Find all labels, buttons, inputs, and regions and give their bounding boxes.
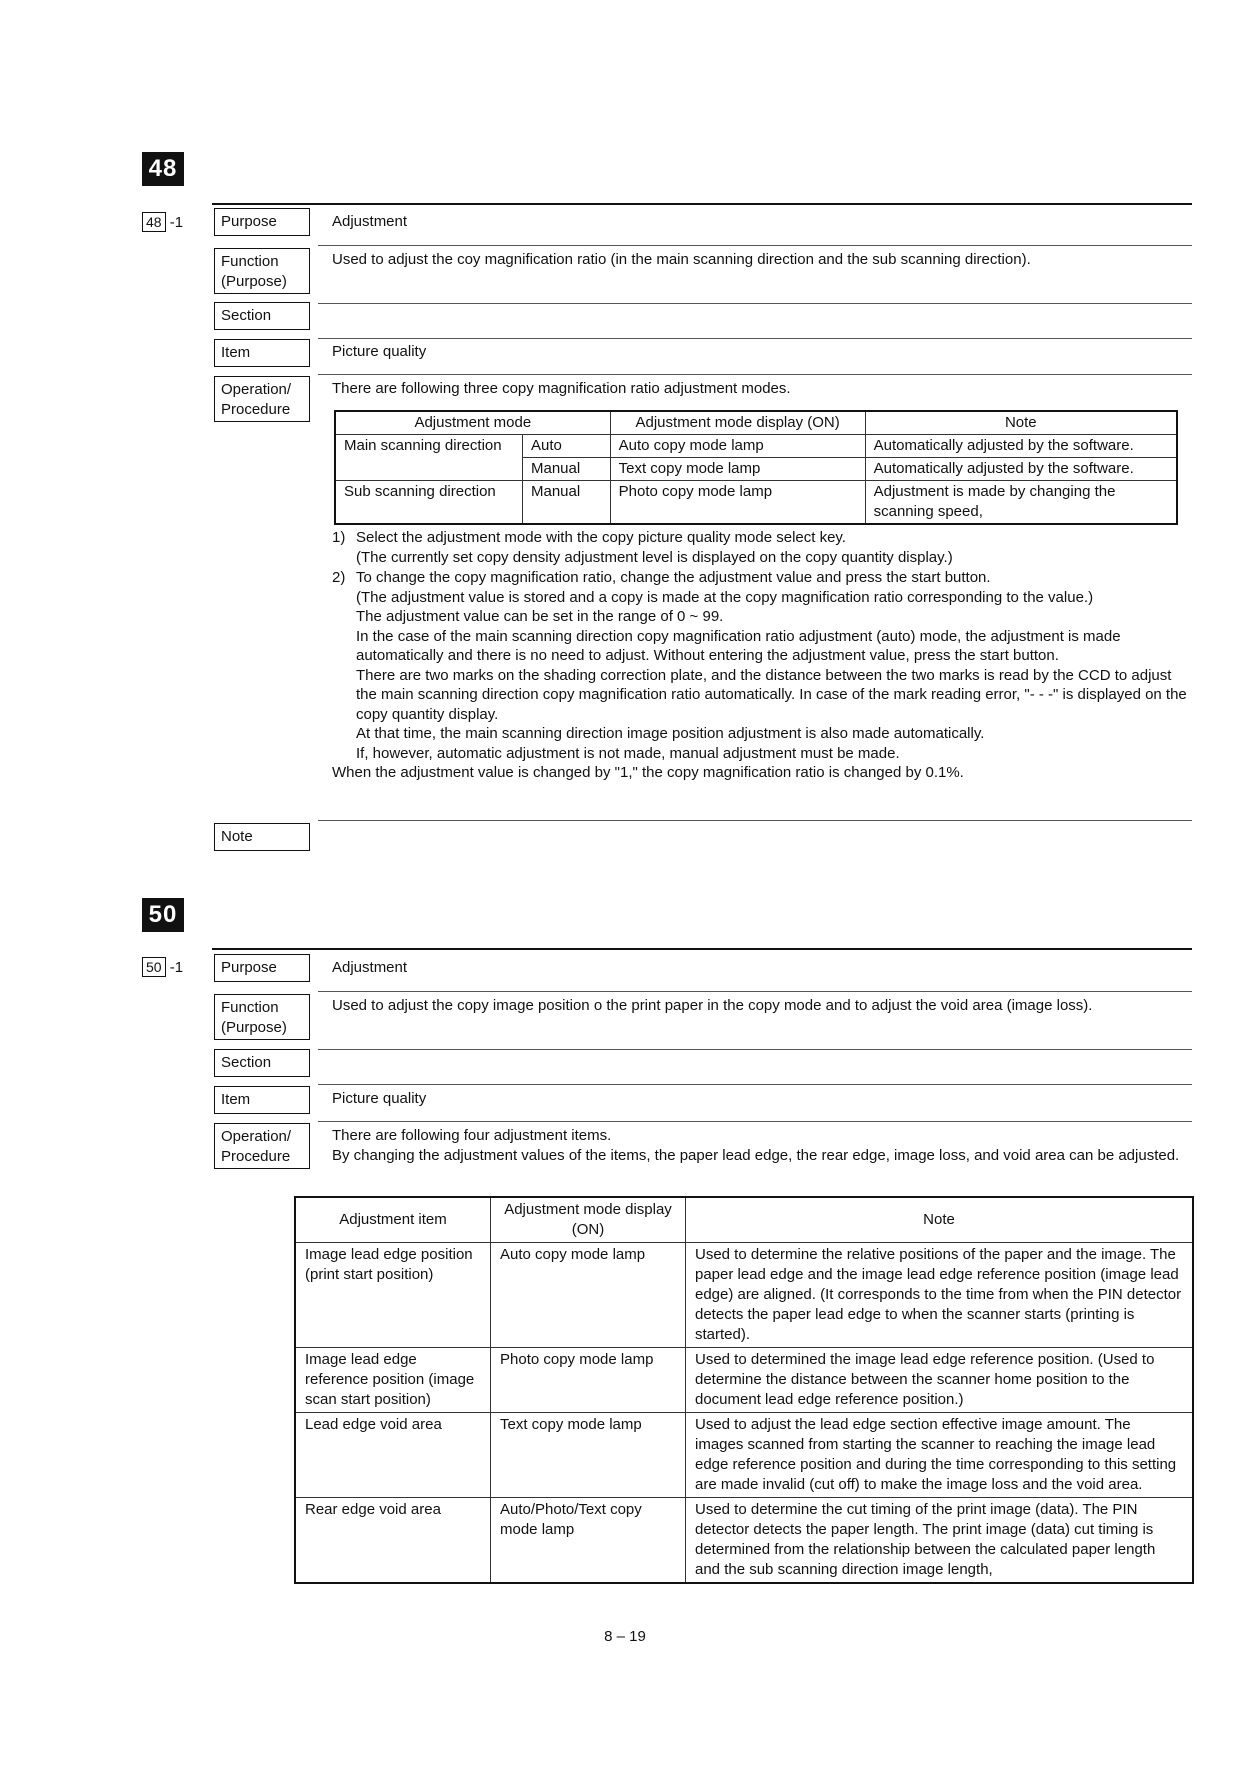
purpose-value: Adjustment — [332, 959, 408, 976]
step-2-note: (The adjustment value is stored and a copy is made at the copy magnification ratio corresponding to the value.) — [356, 588, 1094, 606]
table-row — [295, 1243, 1193, 1348]
rule — [318, 374, 1192, 375]
cell-mode: Manual — [523, 481, 611, 525]
cell-direction: Main scanning direction — [335, 435, 523, 458]
table-row — [335, 435, 1177, 458]
step-2 — [332, 568, 1192, 588]
item-value: Picture quality — [332, 343, 427, 360]
cell-note: Adjustment is made by changing the scanning speed, — [865, 481, 1177, 525]
step-text: Select the adjustment mode with the copy picture quality mode select key. — [356, 529, 846, 546]
table-header-row — [335, 411, 1177, 435]
operation-label-line1: Operation/ — [221, 1128, 292, 1145]
function-label-line2: (Purpose) — [221, 273, 287, 290]
section-50-number — [142, 957, 183, 977]
section-48-number — [142, 212, 183, 232]
step-2-note: At that time, the main scanning direction image position adjustment is also made automatically. — [356, 725, 985, 742]
cell-note: Automatically adjusted by the software. — [865, 435, 1177, 458]
table-header-row — [295, 1197, 1193, 1243]
operation-label-line2: Procedure — [221, 401, 291, 418]
cell-direction: Sub scanning direction — [335, 481, 523, 525]
cell-display: Photo copy mode lamp — [491, 1348, 686, 1413]
function-label-line1: Function — [221, 253, 279, 270]
magnification-mode-table — [334, 410, 1178, 525]
function-label — [214, 994, 310, 1040]
section-50-top-rule — [212, 948, 1192, 950]
cell-mode: Auto — [523, 435, 611, 458]
step-2-note: There are two marks on the shading correction plate, and the distance between the two marks is read by the CCD to adjust the main scanning direction copy magnification ratio automatically. In case of the mark reading error, "- - -" is displayed on the copy quantity display. — [356, 666, 1187, 723]
rule — [318, 338, 1192, 339]
cell-mode: Manual — [523, 458, 611, 481]
item-label: Item — [214, 339, 310, 367]
step-2-note: If, however, automatic adjustment is not made, manual adjustment must be made. — [356, 744, 900, 762]
table-row — [295, 1413, 1193, 1498]
operation-intro-line2: By changing the adjustment values of the items, the paper lead edge, the rear edge, image loss, and void area can be adjusted. — [332, 1147, 1180, 1164]
function-label-line1: Function — [221, 999, 279, 1016]
header-note: Note — [865, 411, 1177, 435]
cell-note: Used to determined the image lead edge reference position. (Used to determine the distance between the scanner home position to the document lead edge reference position.) — [686, 1348, 1194, 1413]
table-row — [295, 1498, 1193, 1584]
rule — [318, 820, 1192, 821]
function-label — [214, 248, 310, 294]
step-number: 1) — [332, 529, 346, 546]
rule — [318, 303, 1192, 304]
function-value: Used to adjust the copy image position o the print paper in the copy mode and to adjust the void area (image loss). — [332, 997, 1093, 1014]
table-row — [335, 481, 1177, 525]
page-number: 8 – 19 — [604, 1628, 646, 1645]
rule — [318, 1049, 1192, 1050]
step-1 — [332, 528, 1192, 548]
cell-display: Auto copy mode lamp — [610, 435, 865, 458]
item-label: Item — [214, 1086, 310, 1114]
function-value: Used to adjust the coy magnification ratio (in the main scanning direction and the sub scanning direction). — [332, 251, 1031, 268]
section-48-number-box: 48 — [142, 212, 166, 232]
procedure-steps — [332, 528, 1192, 783]
purpose-label: Purpose — [214, 954, 310, 982]
header-adjustment-mode: Adjustment mode — [335, 411, 610, 435]
image-position-table — [294, 1196, 1194, 1584]
step-number: 2) — [332, 569, 346, 586]
cell-display: Text copy mode lamp — [610, 458, 865, 481]
cell-item: Image lead edge reference position (image scan start position) — [295, 1348, 491, 1413]
operation-label — [214, 1123, 310, 1169]
section-50-number-suffix: -1 — [169, 959, 184, 976]
step-text: To change the copy magnification ratio, change the adjustment value and press the start button. — [356, 569, 991, 586]
section-48-top-rule — [212, 203, 1192, 205]
section-50-number-box: 50 — [142, 957, 166, 977]
closing-note: When the adjustment value is changed by "1," the copy magnification ratio is changed by 0.1%. — [332, 764, 964, 781]
operation-label-line1: Operation/ — [221, 381, 292, 398]
section-50-badge: 50 — [142, 898, 184, 932]
section-48-number-suffix: -1 — [169, 214, 184, 231]
step-1-note: (The currently set copy density adjustment level is displayed on the copy quantity display.) — [356, 548, 953, 566]
cell-note: Used to adjust the lead edge section effective image amount. The images scanned from starting the scanner to reaching the image lead edge reference position and during the time corresponding to this setting are made invalid (cut off) to make the image loss and the void area. — [686, 1413, 1194, 1498]
section-label: Section — [214, 1049, 310, 1077]
operation-intro: There are following three copy magnification ratio adjustment modes. — [332, 380, 791, 397]
table-row — [295, 1348, 1193, 1413]
rule — [318, 245, 1192, 246]
cell-note: Used to determine the relative positions of the paper and the image. The paper lead edge and the image lead edge reference position (image lead edge) are aligned. (It corresponds to the time from when the PIN detector detects the paper lead edge to when the scanner starts (printing is started). — [686, 1243, 1194, 1348]
cell-note: Used to determine the cut timing of the print image (data). The PIN detector detects the paper length. The print image (data) cut timing is determined from the relationship between the calculated paper length and the sub scanning direction image length, — [686, 1498, 1194, 1584]
section-48-badge: 48 — [142, 152, 184, 186]
note-label: Note — [214, 823, 310, 851]
cell-note: Automatically adjusted by the software. — [865, 458, 1177, 481]
rule — [318, 1121, 1192, 1122]
purpose-value: Adjustment — [332, 213, 408, 230]
cell-display: Photo copy mode lamp — [610, 481, 865, 525]
item-value: Picture quality — [332, 1090, 427, 1107]
rule — [318, 991, 1192, 992]
operation-label — [214, 376, 310, 422]
function-label-line2: (Purpose) — [221, 1019, 287, 1036]
cell-direction — [335, 458, 523, 481]
rule — [318, 1084, 1192, 1085]
section-label: Section — [214, 302, 310, 330]
header-adjustment-item: Adjustment item — [295, 1197, 491, 1243]
header-mode-display: Adjustment mode display (ON) — [610, 411, 865, 435]
operation-intro-line1: There are following four adjustment items. — [332, 1127, 612, 1144]
cell-display: Text copy mode lamp — [491, 1413, 686, 1498]
cell-item: Lead edge void area — [295, 1413, 491, 1498]
operation-intro — [332, 1126, 1192, 1166]
step-2-note: In the case of the main scanning direction copy magnification ratio adjustment (auto) mode, the adjustment is made automatically and there is no need to adjust. Without entering the adjustment value, press the start button. — [356, 627, 1121, 664]
operation-label-line2: Procedure — [221, 1148, 291, 1165]
step-2-note: The adjustment value can be set in the range of 0 ~ 99. — [356, 608, 724, 625]
cell-display: Auto/Photo/Text copy mode lamp — [491, 1498, 686, 1584]
table-row — [335, 458, 1177, 481]
cell-item: Rear edge void area — [295, 1498, 491, 1584]
cell-display: Auto copy mode lamp — [491, 1243, 686, 1348]
header-mode-display: Adjustment mode display (ON) — [491, 1197, 686, 1243]
header-note: Note — [686, 1197, 1194, 1243]
purpose-label: Purpose — [214, 208, 310, 236]
cell-item: Image lead edge position (print start position) — [295, 1243, 491, 1348]
